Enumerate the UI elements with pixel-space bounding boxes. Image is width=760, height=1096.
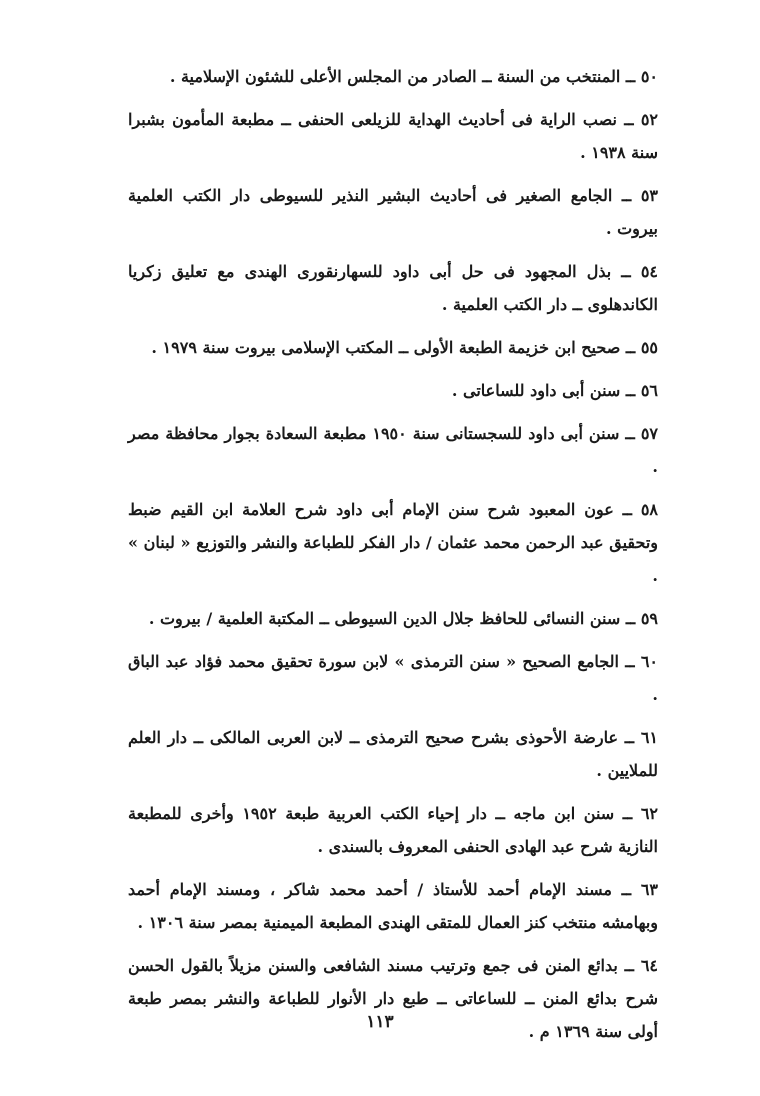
bibliography-entry-59: ٥٩ ــ سنن النسائى للحافظ جلال الدين السيوطى ــ المكتبة العلمية / بيروت . [148,609,658,628]
bibliography-entry-62: ٦٢ ــ سنن ابن ماجه ــ دار إحياء الكتب العربية طبعة ١٩٥٢ وأخرى للمطبعة النازية شرح عبد الهادى الحنفى المعروف بالسندى . [128,804,658,856]
bibliography-entry-57: ٥٧ ــ سنن أبى داود للسجستانى سنة ١٩٥٠ مطبعة السعادة بجوار محافظة مصر . [128,424,658,476]
bibliography-entry-56: ٥٦ ــ سنن أبى داود للساعاتى . [451,381,658,400]
bibliography-entry-61: ٦١ ــ عارضة الأحوذى بشرح صحيح الترمذى ــ لابن العربى المالكى ــ دار العلم للملايين . [128,728,658,780]
bibliography-entry-58: ٥٨ ــ عون المعبود شرح سنن الإمام أبى داود شرح العلامة ابن القيم ضبط وتحقيق عبد الرحمن محمد عثمان / دار الفكر للطباعة والنشر والتوزيع « لبنان » . [128,500,658,585]
bibliography-entry-55: ٥٥ ــ صحيح ابن خزيمة الطبعة الأولى ــ المكتب الإسلامى بيروت سنة ١٩٧٩ . [151,338,658,357]
bibliography-entry-50: ٥٠ ــ المنتخب من السنة ــ الصادر من المجلس الأعلى للشئون الإسلامية . [169,67,658,86]
bibliography-entry-64: ٦٤ ــ بدائع المنن فى جمع وترتيب مسند الشافعى والسنن مزيلاً بالقول الحسن شرح بدائع المنن ــ للساعاتى ــ طبع دار الأنوار للطباعة والنشر بمصر طبعة أولى سنة ١٣٦٩ م . [128,956,658,1041]
bibliography-entry-63: ٦٣ ــ مسند الإمام أحمد للأستاذ / أحمد محمد شاكر ، ومسند الإمام أحمد وبهامشه منتخب كنز العمال للمتقى الهندى المطبعة الميمنية بمصر سنة ١٣٠٦ . [128,880,658,932]
bibliography-entry-52: ٥٢ ــ نصب الراية فى أحاديث الهداية للزيلعى الحنفى ــ مطبعة المأمون بشبرا سنة ١٩٣٨ . [128,110,658,162]
bibliography-entry-53: ٥٣ ــ الجامع الصغير فى أحاديث البشير النذير للسيوطى دار الكتب العلمية بيروت . [128,186,658,238]
bibliography-entry-54: ٥٤ ــ بذل المجهود فى حل أبى داود للسهارنقورى الهندى مع تعليق زكريا الكاندهلوى ــ دار الكتب العلمية . [128,262,658,314]
bibliography-list [128,60,658,1058]
bibliography-entry-60: ٦٠ ــ الجامع الصحيح « سنن الترمذى » لابن سورة تحقيق محمد فؤاد عبد الباق . [128,652,658,704]
page-number: ١١٣ [366,1012,394,1032]
